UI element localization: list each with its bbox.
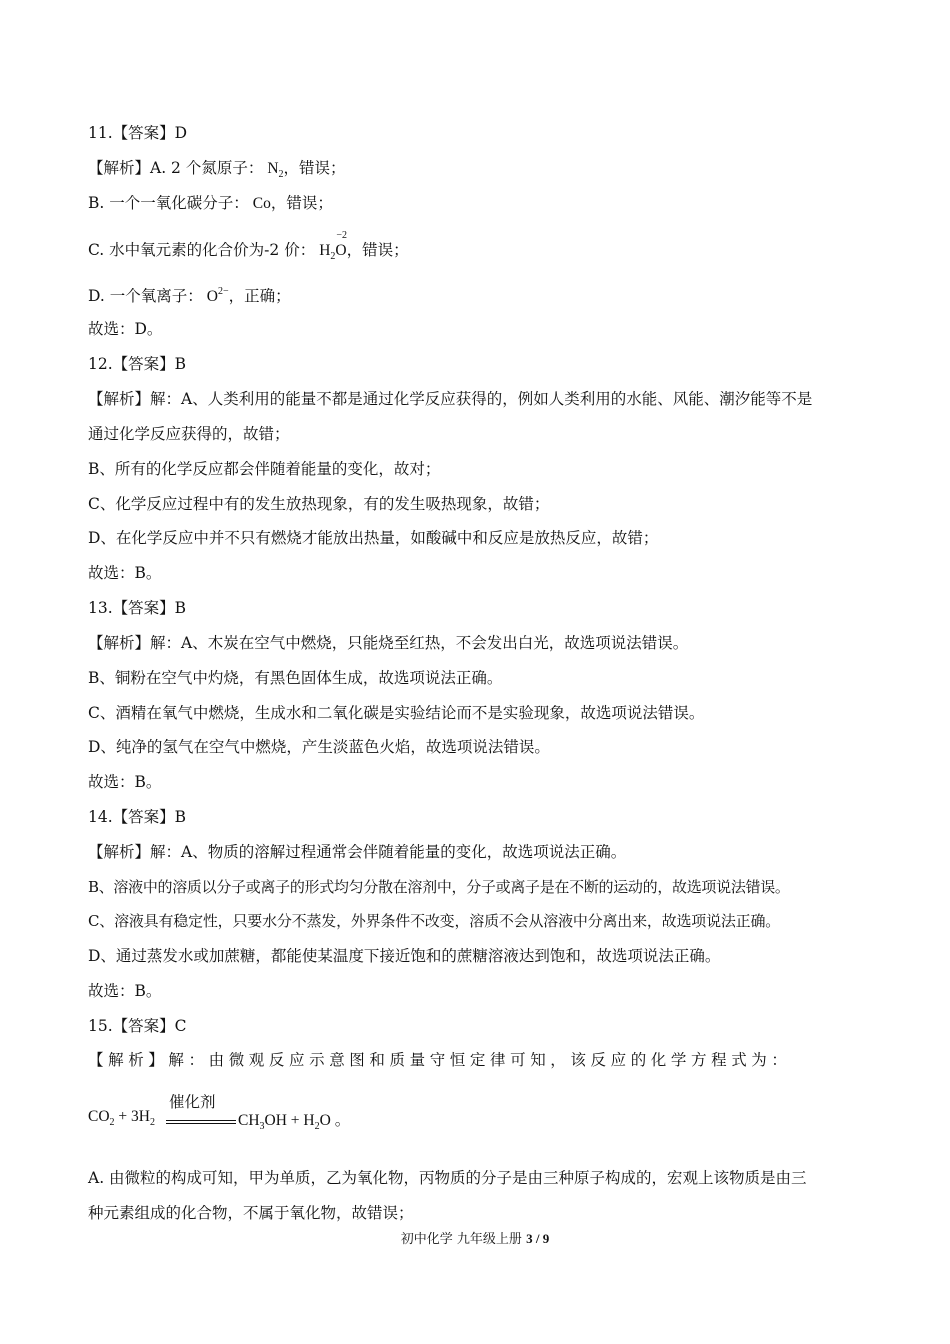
q14-line4: D、通过蒸发水或加蔗糖，都能使某温度下接近饱和的蔗糖溶液达到饱和，故选项说法正确。 — [88, 947, 721, 965]
q14-answer: 14.【答案】B — [88, 808, 187, 826]
footer-page: 3 — [526, 1231, 533, 1246]
eq-ch-sub: 3 — [259, 1121, 265, 1132]
equation-bar-bottom — [166, 1123, 236, 1124]
q14-line2: B、溶液中的溶质以分子或离子的形式均匀分散在溶剂中，分子或离子是在不断的运动的，故选项说法错误。 — [88, 878, 790, 896]
page-footer — [0, 1228, 950, 1247]
q14-line3: C、溶液具有稳定性，只要水分不蒸发，外界条件不改变，溶质不会从溶液中分离出来，故选项说法正确。 — [88, 912, 781, 930]
eq-oh-h: OH + H — [264, 1112, 315, 1129]
footer-total: 9 — [542, 1231, 550, 1246]
q11-option-d — [88, 286, 291, 307]
q12-answer: 12.【答案】B — [88, 355, 187, 373]
q11-d-text: D. 一个氧离子： — [88, 287, 203, 305]
q15-line2: A. 由微粒的构成可知，甲为单质，乙为氧化物，丙物质的分子是由三种原子构成的，宏观上该物质是由三 — [88, 1169, 807, 1187]
q14-choice: 故选：B。 — [88, 982, 162, 1000]
q11-d-formula: O — [206, 288, 218, 305]
q11-option-c — [88, 230, 409, 262]
q11-c-o: O — [335, 242, 347, 259]
q15-line3: 种元素组成的化合物，不属于氧化物，故错误； — [88, 1204, 414, 1222]
q12-line1: 【解析】解：A、人类利用的能量不都是通过化学反应获得的，例如人类利用的水能、风能、潮汐能等不是 — [88, 390, 813, 408]
q11-d-sup: 2− — [217, 286, 229, 297]
eq-co: CO — [88, 1108, 110, 1125]
eq-o: O — [319, 1112, 331, 1129]
q13-line2: B、铜粉在空气中灼烧，有黑色固体生成，故选项说法正确。 — [88, 669, 503, 687]
chemical-equation — [88, 1090, 488, 1140]
q11-c-valence: −2 — [336, 230, 348, 241]
q13-line4: D、纯净的氢气在空气中燃烧，产生淡蓝色火焰，故选项说法错误。 — [88, 738, 550, 756]
q11-b-formula: Co — [252, 195, 271, 212]
q11-option-a — [88, 158, 346, 179]
q11-a-formula: N — [267, 160, 279, 177]
q15-line1: 【解析】解：由微观反应示意图和质量守恒定律可知，该反应的化学方程式为： — [88, 1051, 792, 1069]
q13-line3: C、酒精在氧气中燃烧，生成水和二氧化碳是实验结论而不是实验现象，故选项说法错误。 — [88, 704, 705, 722]
q12-line5: D、在化学反应中并不只有燃烧才能放出热量，如酸碱中和反应是放热反应，故错； — [88, 529, 659, 547]
eq-h-sub: 2 — [149, 1117, 155, 1128]
q12-choice: 故选：B。 — [88, 564, 162, 582]
q15-answer: 15.【答案】C — [88, 1017, 187, 1035]
q11-a-sub: 2 — [278, 169, 284, 180]
q12-line3: B、所有的化学反应都会伴随着能量的变化，故对； — [88, 460, 441, 478]
q11-d-tail: ，正确； — [228, 287, 291, 305]
eq-plus-h: + 3H — [114, 1108, 150, 1125]
equation-reactants — [88, 1108, 155, 1126]
eq-co-sub: 2 — [109, 1117, 115, 1128]
q11-a-text: 【解析】A. 2 个氮原子： — [88, 159, 264, 177]
q13-answer: 13.【答案】B — [88, 599, 187, 617]
q13-line1: 【解析】解：A、木炭在空气中燃烧，只能烧至红热，不会发出白光，故选项说法错误。 — [88, 634, 689, 652]
q11-answer: 11.【答案】D — [88, 124, 188, 142]
q11-c-text: C. 水中氧元素的化合价为-2 价： — [88, 241, 316, 259]
q11-c-sub: 2 — [330, 251, 336, 262]
q11-a-tail: ，错误； — [283, 159, 346, 177]
equation-catalyst: 催化剂 — [169, 1093, 216, 1111]
equation-bar-top — [166, 1120, 236, 1121]
q11-c-tail: ，错误； — [346, 241, 409, 259]
eq-h2o-sub: 2 — [314, 1121, 320, 1132]
eq-end: 。 — [330, 1112, 351, 1129]
equation-products — [238, 1108, 350, 1130]
q11-c-h: H — [319, 242, 331, 259]
q11-choice: 故选：D。 — [88, 320, 163, 338]
q13-choice: 故选：B。 — [88, 773, 162, 791]
eq-ch: CH — [238, 1112, 260, 1129]
q11-b-text: B. 一个一氧化碳分子： — [88, 194, 249, 212]
q11-b-tail: ，错误； — [270, 194, 333, 212]
q11-option-b — [88, 193, 333, 214]
footer-sep: / — [532, 1231, 543, 1246]
q12-line2: 通过化学反应获得的，故错； — [88, 425, 290, 443]
q12-line4: C、化学反应过程中有的发生放热现象，有的发生吸热现象，故错； — [88, 495, 550, 513]
footer-subject: 初中化学 九年级上册 — [400, 1232, 527, 1247]
q14-line1: 【解析】解：A、物质的溶解过程通常会伴随着能量的变化，故选项说法正确。 — [88, 843, 627, 861]
